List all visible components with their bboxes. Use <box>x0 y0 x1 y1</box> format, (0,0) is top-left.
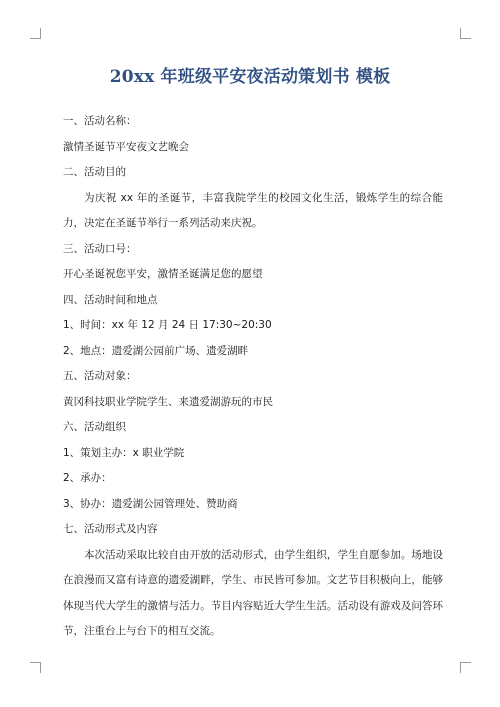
section-heading-organization: 六、活动组织 <box>63 421 126 433</box>
place-text: 2、地点：遗爱湖公园前广场、遗爱湖畔 <box>63 344 249 357</box>
section-heading-slogan: 三、活动口号： <box>63 242 137 255</box>
crop-mark-top-left <box>30 28 41 39</box>
section-heading-format: 七、活动形式及内容 <box>63 523 158 535</box>
section-heading-name: 一、活动名称： <box>63 115 137 127</box>
crop-mark-top-right <box>460 28 471 39</box>
document-body <box>63 109 443 645</box>
audience-text: 黄冈科技职业学院学生、来遗爱湖游玩的市民 <box>63 395 273 408</box>
section-heading-audience: 五、活动对象： <box>63 370 137 382</box>
document-title: 20xx 年班级平安夜活动策划书 模板 <box>109 67 391 87</box>
time-text: 1、时间：xx 年 12 月 24 日 17:30~20:30 <box>63 319 272 331</box>
co-organizer-text: 3、协办：遗爱湖公园管理处、赞助商 <box>63 497 238 510</box>
section-heading-time-place: 四、活动时间和地点 <box>63 293 158 306</box>
crop-mark-bottom-right <box>460 662 471 673</box>
crop-mark-bottom-left <box>30 662 41 673</box>
host-text: 2、承办： <box>63 472 112 484</box>
section-heading-purpose: 二、活动目的 <box>63 166 126 178</box>
organizer-text: 1、策划主办：x 职业学院 <box>63 446 185 459</box>
purpose-paragraph: 为庆祝 xx 年的圣诞节，丰富我院学生的校园文化生活，锻炼学生的综合能力，决定在圣诞节举行一系列活动来庆祝。 <box>63 191 443 229</box>
activity-name-text: 激情圣诞节平安夜文艺晚会 <box>63 140 189 153</box>
format-paragraph: 本次活动采取比较自由开放的活动形式，由学生组织，学生自愿参加。场地设在浪漫而又富有诗意的遗爱湖畔，学生、市民皆可参加。文艺节目积极向上，能够体现当代大学生的激情与活力。节目内容贴近大学生生活。活动设有游戏及问答环节，注重台上与台下的相互交流。 <box>63 548 443 637</box>
slogan-text: 开心圣诞祝您平安，激情圣诞满足您的愿望 <box>63 268 263 280</box>
